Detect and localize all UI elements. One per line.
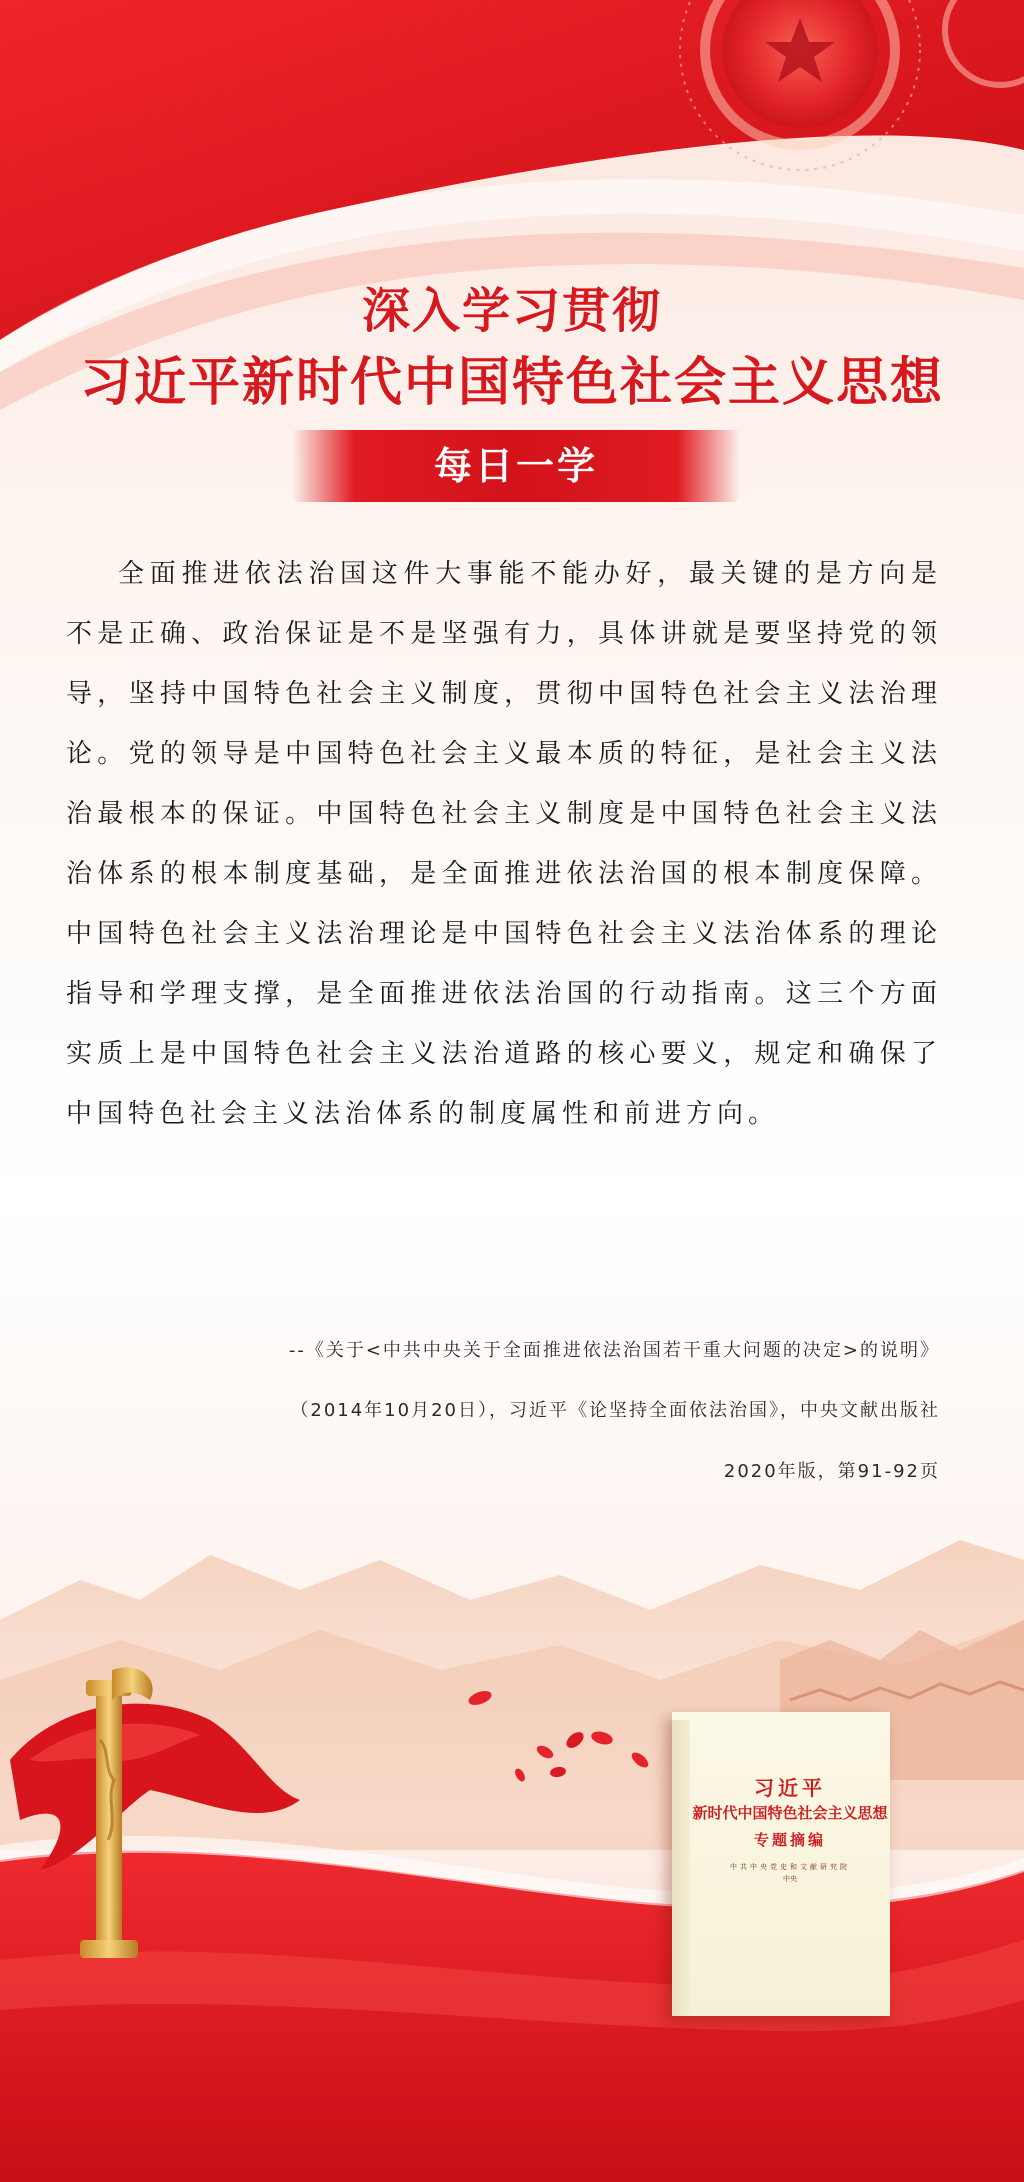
source-citation-line-2: （2014年10月20日），习近平《论坚持全面依法治国》，中央文献出版社	[290, 1400, 940, 1421]
section-banner	[292, 430, 740, 502]
page-title-line-2: 习近平新时代中国特色社会主义思想	[79, 352, 944, 413]
page-title-line-1: 深入学习贯彻	[361, 283, 662, 339]
book-spine	[672, 1720, 690, 2016]
banner-label: 每日一学	[433, 444, 598, 488]
book-title-sub: 专题摘编	[753, 1831, 826, 1849]
book-publisher: 中共中央党史和文献研究院	[730, 1863, 850, 1871]
book-title-main: 新时代中国特色社会主义思想	[692, 1804, 888, 1822]
book-publisher-2: 中央	[783, 1875, 797, 1883]
source-citation-line-3: 2020年版，第91-92页	[723, 1461, 940, 1482]
book-title-author: 习近平	[754, 1776, 826, 1800]
source-citation-line-1: --《关于<中共中央关于全面推进依法治国若干重大问题的决定>的说明》	[288, 1340, 940, 1361]
quote-paragraph: 全面推进依法治国这件大事能不能办好，最关键的是方向是不是正确、政治保证是不是坚强有力，具体讲就是要坚持党的领导，坚持中国特色社会主义制度，贯彻中国特色社会主义法治理论。党的领导是中国特色社会主义最本质的特征，是社会主义法治最根本的保证。中国特色社会主义制度是中国特色社会主义法治体系的根本制度基础，是全面推进依法治国的根本制度保障。中国特色社会主义法治理论是中国特色社会主义法治体系的理论指导和学理支撑，是全面推进依法治国的行动指南。这三个方面实质上是中国特色社会主义法治道路的核心要义，规定和确保了中国特色社会主义法治体系的制度属性和前进方向。	[66, 559, 942, 1129]
